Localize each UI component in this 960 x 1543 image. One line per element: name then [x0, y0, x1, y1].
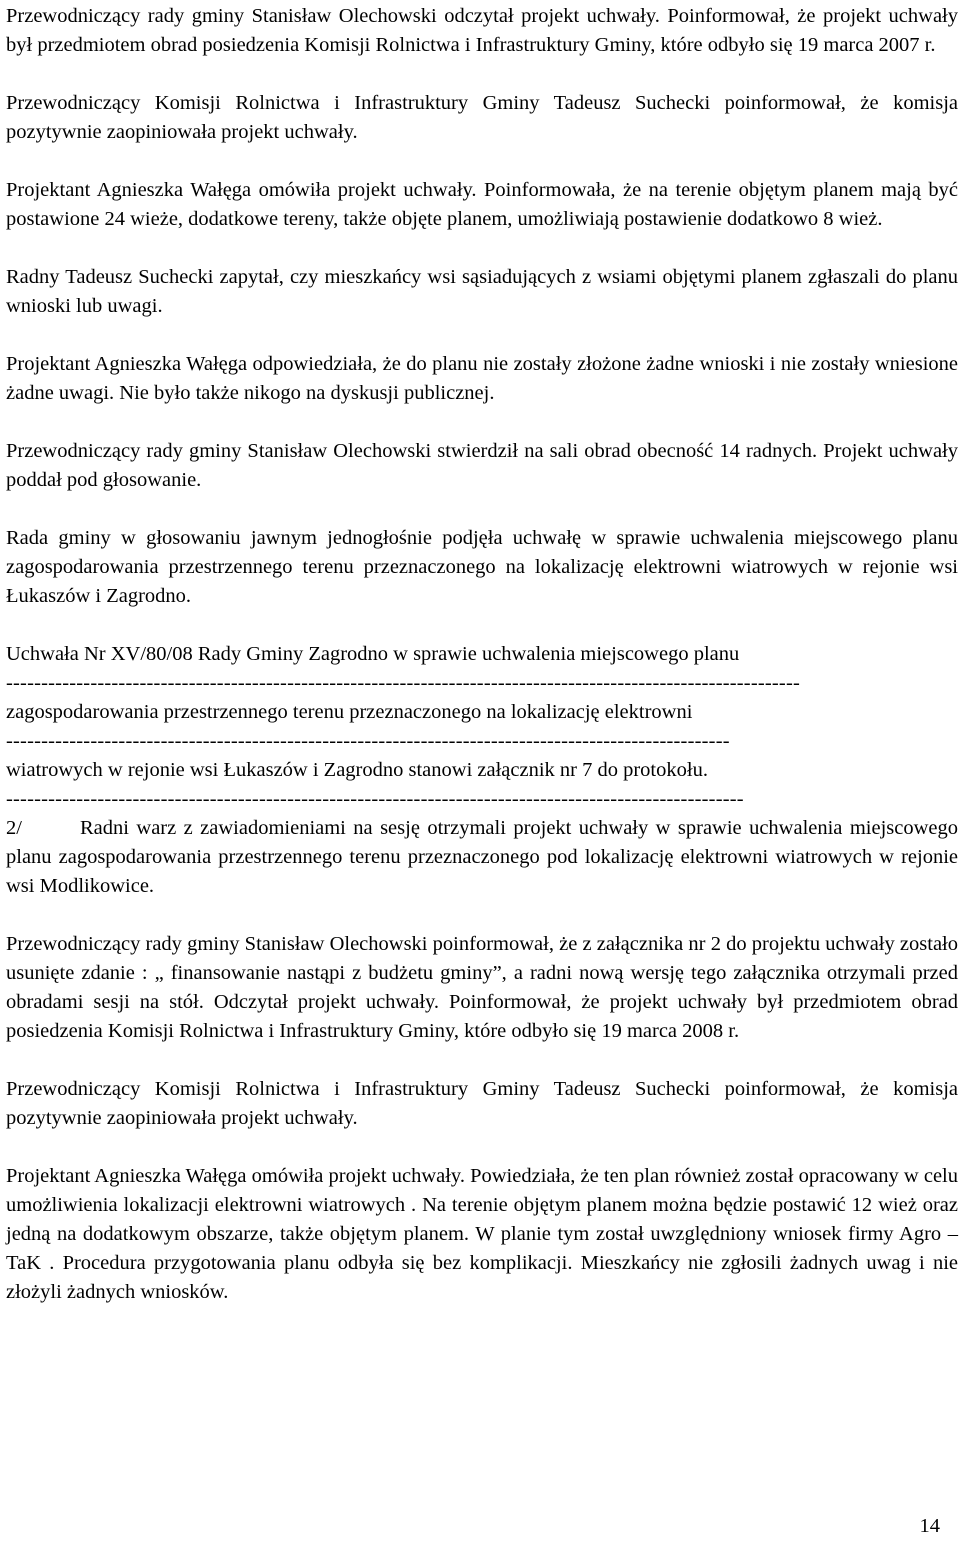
numbered-item-2 [6, 814, 958, 901]
paragraph-designer-answer: Projektant Agnieszka Wałęga odpowiedziała, że do planu nie zostały złożone żadne wnioski i nie zostały wniesione żadne uwagi. Nie było także nikogo na dyskusji publicznej. [6, 353, 958, 404]
resolution-block [6, 640, 958, 814]
item-text: Radni warz z zawiadomieniami na sesję otrzymali projekt uchwały w sprawie uchwalenia miejscowego planu zagospodarowania przestrzennego terenu przeznaczonego pod lokalizację elektrowni wiatrowych w rejonie wsi Modlikowice. [6, 817, 958, 897]
paragraph-chairman-reading: Przewodniczący rady gminy Stanisław Olechowski odczytał projekt uchwały. Poinformował, że projekt uchwały był przedmiotem obrad posiedzenia Komisji Rolnictwa i Infrastruktury Gminy, które odbyło się 19 marca 2007 r. [6, 5, 958, 56]
resolution-line: wiatrowych w rejonie wsi Łukaszów i Zagrodno stanowi załącznik nr 7 do protokołu. [6, 759, 708, 781]
dash-separator: --------------------------------------------------------------------------------------------------------- [6, 788, 744, 810]
resolution-line: zagospodarowania przestrzennego terenu przeznaczonego na lokalizację elektrowni [6, 701, 693, 723]
paragraph-councillor-question: Radny Tadeusz Suchecki zapytał, czy mieszkańcy wsi sąsiadujących z wsiami objętymi planem zgłaszali do planu wnioski lub uwagi. [6, 266, 958, 317]
dash-separator: ------------------------------------------------------------------------------------------------------- [6, 730, 730, 752]
resolution-line: Uchwała Nr XV/80/08 Rady Gminy Zagrodno w sprawie uchwalenia miejscowego planu [6, 643, 740, 665]
page-number: 14 [919, 1515, 940, 1537]
paragraph-committee-opinion-2: Przewodniczący Komisji Rolnictwa i Infrastruktury Gminy Tadeusz Suchecki poinformował, że komisja pozytywnie zaopiniowała projekt uchwały. [6, 1078, 958, 1129]
dash-separator: ----------------------------------------------------------------------------------------------------------------- [6, 672, 801, 694]
document-page [6, 2, 958, 1336]
paragraph-annex-change: Przewodniczący rady gminy Stanisław Olechowski poinformował, że z załącznika nr 2 do projektu uchwały zostało usunięte zdanie : „ finansowanie nastąpi z budżetu gminy”, a radni nową wersję tego załącznika otrzymali przed obradami sesji na stół. Odczytał projekt uchwały. Poinformował, że projekt uchwały był przedmiotem obrad posiedzenia Komisji Rolnictwa i Infrastruktury Gminy, które odbyło się 19 marca 2008 r. [6, 933, 958, 1042]
paragraph-designer-discussion: Projektant Agnieszka Wałęga omówiła projekt uchwały. Poinformowała, że na terenie objętym planem mają być postawione 24 wieże, dodatkowe tereny, także objęte planem, umożliwiają postawienie dodatkowo 8 wież. [6, 179, 958, 230]
paragraph-committee-opinion: Przewodniczący Komisji Rolnictwa i Infrastruktury Gminy Tadeusz Suchecki poinformował, że komisja pozytywnie zaopiniowała projekt uchwały. [6, 92, 958, 143]
item-number: 2/ [6, 817, 22, 839]
paragraph-vote-result: Rada gminy w głosowaniu jawnym jednogłośnie podjęła uchwałę w sprawie uchwalenia miejscowego planu zagospodarowania przestrzennego terenu przeznaczonego na lokalizację elektrowni wiatrowych w rejonie wsi Łukaszów i Zagrodno. [6, 527, 958, 607]
paragraph-quorum: Przewodniczący rady gminy Stanisław Olechowski stwierdził na sali obrad obecność 14 radnych. Projekt uchwały poddał pod głosowanie. [6, 440, 958, 491]
paragraph-designer-discussion-2: Projektant Agnieszka Wałęga omówiła projekt uchwały. Powiedziała, że ten plan również został opracowany w celu umożliwienia lokalizacji elektrowni wiatrowych . Na terenie objętym planem można będzie postawić 12 wież oraz jedną na dodatkowym obszarze, także objętym planem. W planie tym został uwzględniony wniosek firmy Agro – TaK . Procedura przygotowania planu odbyła się bez komplikacji. Mieszkańcy nie zgłosili żadnych uwag i nie złożyli żadnych wniosków. [6, 1165, 958, 1303]
